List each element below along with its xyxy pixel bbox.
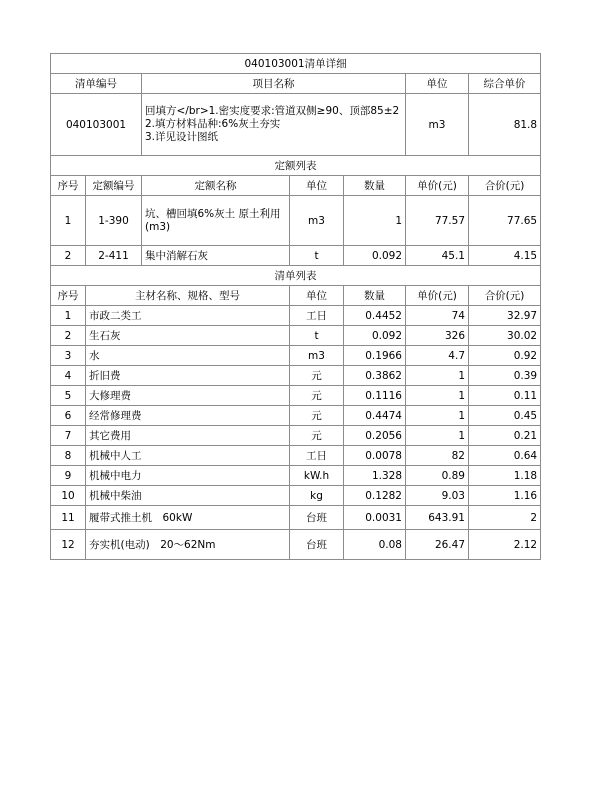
list-row — [51, 446, 541, 466]
list-total-header: 合价(元) — [469, 286, 541, 306]
list-row — [51, 506, 541, 530]
list-total: 0.11 — [469, 386, 541, 406]
list-qty: 0.1282 — [344, 486, 406, 506]
list-qty-header: 数量 — [344, 286, 406, 306]
list-row — [51, 466, 541, 486]
list-unit-price: 1 — [406, 406, 469, 426]
quota-unit-price: 77.57 — [406, 196, 469, 246]
list-name: 经常修理费 — [86, 406, 290, 426]
quota-row — [51, 196, 541, 246]
list-unit: 元 — [290, 386, 344, 406]
bill-row — [51, 94, 541, 156]
list-total: 1.16 — [469, 486, 541, 506]
quota-unit: t — [290, 246, 344, 266]
list-title-row — [51, 266, 541, 286]
quota-qty: 0.092 — [344, 246, 406, 266]
list-unit-price: 1 — [406, 366, 469, 386]
bill-desc-line-2: 2.填方材料品种:6%灰土夯实 — [145, 118, 281, 130]
list-seq: 8 — [51, 446, 86, 466]
quota-header-row — [51, 176, 541, 196]
quota-unit-price: 45.1 — [406, 246, 469, 266]
quota-title-row — [51, 156, 541, 176]
list-row — [51, 326, 541, 346]
list-row — [51, 346, 541, 366]
quota-name: 集中消解石灰 — [142, 246, 290, 266]
list-unit: 台班 — [290, 530, 344, 560]
list-name: 大修理费 — [86, 386, 290, 406]
bill-desc-line-1: 回填方</br>1.密实度要求:管道双侧≥90、顶部85±2 — [145, 105, 400, 117]
list-unit: t — [290, 326, 344, 346]
quota-unit: m3 — [290, 196, 344, 246]
list-seq: 4 — [51, 366, 86, 386]
bill-unit: m3 — [406, 94, 469, 156]
list-total: 32.97 — [469, 306, 541, 326]
list-qty: 0.1116 — [344, 386, 406, 406]
bill-desc-line-3: 3.详见设计图纸 — [145, 131, 219, 143]
list-total: 2 — [469, 506, 541, 530]
bill-description — [142, 94, 406, 156]
list-row — [51, 306, 541, 326]
quota-seq-header: 序号 — [51, 176, 86, 196]
list-total: 2.12 — [469, 530, 541, 560]
list-seq: 10 — [51, 486, 86, 506]
list-row — [51, 426, 541, 446]
list-total: 0.21 — [469, 426, 541, 446]
list-total: 0.45 — [469, 406, 541, 426]
list-unit-price: 643.91 — [406, 506, 469, 530]
list-name: 履带式推土机 60kW — [86, 506, 290, 530]
bill-price: 81.8 — [469, 94, 541, 156]
list-row — [51, 530, 541, 560]
list-total: 0.39 — [469, 366, 541, 386]
list-unit-price: 74 — [406, 306, 469, 326]
list-qty: 0.4474 — [344, 406, 406, 426]
list-row — [51, 406, 541, 426]
list-seq: 12 — [51, 530, 86, 560]
bill-unit-header: 单位 — [406, 74, 469, 94]
list-unit: kW.h — [290, 466, 344, 486]
list-qty: 0.1966 — [344, 346, 406, 366]
list-seq: 2 — [51, 326, 86, 346]
list-section-title: 清单列表 — [51, 266, 541, 286]
list-qty: 1.328 — [344, 466, 406, 486]
list-name: 机械中柴油 — [86, 486, 290, 506]
quota-unit-header: 单位 — [290, 176, 344, 196]
quota-row — [51, 246, 541, 266]
list-unit: kg — [290, 486, 344, 506]
list-name-header: 主材名称、规格、型号 — [86, 286, 290, 306]
list-total: 1.18 — [469, 466, 541, 486]
list-qty: 0.092 — [344, 326, 406, 346]
list-unit-price: 9.03 — [406, 486, 469, 506]
quota-unit-price-header: 单价(元) — [406, 176, 469, 196]
list-row — [51, 386, 541, 406]
list-unit: 工日 — [290, 446, 344, 466]
list-name: 折旧费 — [86, 366, 290, 386]
list-row — [51, 486, 541, 506]
quota-code: 1-390 — [86, 196, 142, 246]
list-qty: 0.0031 — [344, 506, 406, 530]
list-unit: 工日 — [290, 306, 344, 326]
quota-name-header: 定额名称 — [142, 176, 290, 196]
list-seq: 3 — [51, 346, 86, 366]
list-name: 水 — [86, 346, 290, 366]
list-unit: 元 — [290, 406, 344, 426]
quota-seq: 2 — [51, 246, 86, 266]
list-seq-header: 序号 — [51, 286, 86, 306]
list-unit: 台班 — [290, 506, 344, 530]
list-unit-price: 1 — [406, 426, 469, 446]
list-name: 机械中人工 — [86, 446, 290, 466]
list-seq: 11 — [51, 506, 86, 530]
list-unit-price: 82 — [406, 446, 469, 466]
list-name: 市政二类工 — [86, 306, 290, 326]
list-qty: 0.0078 — [344, 446, 406, 466]
quota-qty: 1 — [344, 196, 406, 246]
list-unit-price: 4.7 — [406, 346, 469, 366]
bill-code-header: 清单编号 — [51, 74, 142, 94]
quota-total: 4.15 — [469, 246, 541, 266]
list-name: 机械中电力 — [86, 466, 290, 486]
list-qty: 0.08 — [344, 530, 406, 560]
list-qty: 0.4452 — [344, 306, 406, 326]
list-unit-price: 26.47 — [406, 530, 469, 560]
list-seq: 7 — [51, 426, 86, 446]
list-qty: 0.3862 — [344, 366, 406, 386]
page-title: 040103001清单详细 — [51, 54, 541, 74]
quota-name: 坑、槽回填6%灰土 原土利用(m3) — [142, 196, 290, 246]
quota-code: 2-411 — [86, 246, 142, 266]
list-name: 其它费用 — [86, 426, 290, 446]
list-seq: 5 — [51, 386, 86, 406]
list-name: 生石灰 — [86, 326, 290, 346]
list-seq: 1 — [51, 306, 86, 326]
quota-code-header: 定额编号 — [86, 176, 142, 196]
list-seq: 6 — [51, 406, 86, 426]
bill-price-header: 综合单价 — [469, 74, 541, 94]
quota-total: 77.65 — [469, 196, 541, 246]
quota-section-title: 定额列表 — [51, 156, 541, 176]
list-total: 0.92 — [469, 346, 541, 366]
list-total: 0.64 — [469, 446, 541, 466]
bill-code: 040103001 — [51, 94, 142, 156]
list-unit-header: 单位 — [290, 286, 344, 306]
quota-seq: 1 — [51, 196, 86, 246]
list-qty: 0.2056 — [344, 426, 406, 446]
title-row — [51, 54, 541, 74]
list-seq: 9 — [51, 466, 86, 486]
list-unit-price: 1 — [406, 386, 469, 406]
list-unit-price: 326 — [406, 326, 469, 346]
bill-header-row — [51, 74, 541, 94]
list-unit: m3 — [290, 346, 344, 366]
list-name: 夯实机(电动) 20～62Nm — [86, 530, 290, 560]
list-unit-price: 0.89 — [406, 466, 469, 486]
list-unit: 元 — [290, 366, 344, 386]
bill-detail-table — [50, 53, 541, 560]
list-header-row — [51, 286, 541, 306]
bill-name-header: 项目名称 — [142, 74, 406, 94]
list-unit: 元 — [290, 426, 344, 446]
list-total: 30.02 — [469, 326, 541, 346]
list-unit-price-header: 单价(元) — [406, 286, 469, 306]
quota-total-header: 合价(元) — [469, 176, 541, 196]
quota-qty-header: 数量 — [344, 176, 406, 196]
list-row — [51, 366, 541, 386]
